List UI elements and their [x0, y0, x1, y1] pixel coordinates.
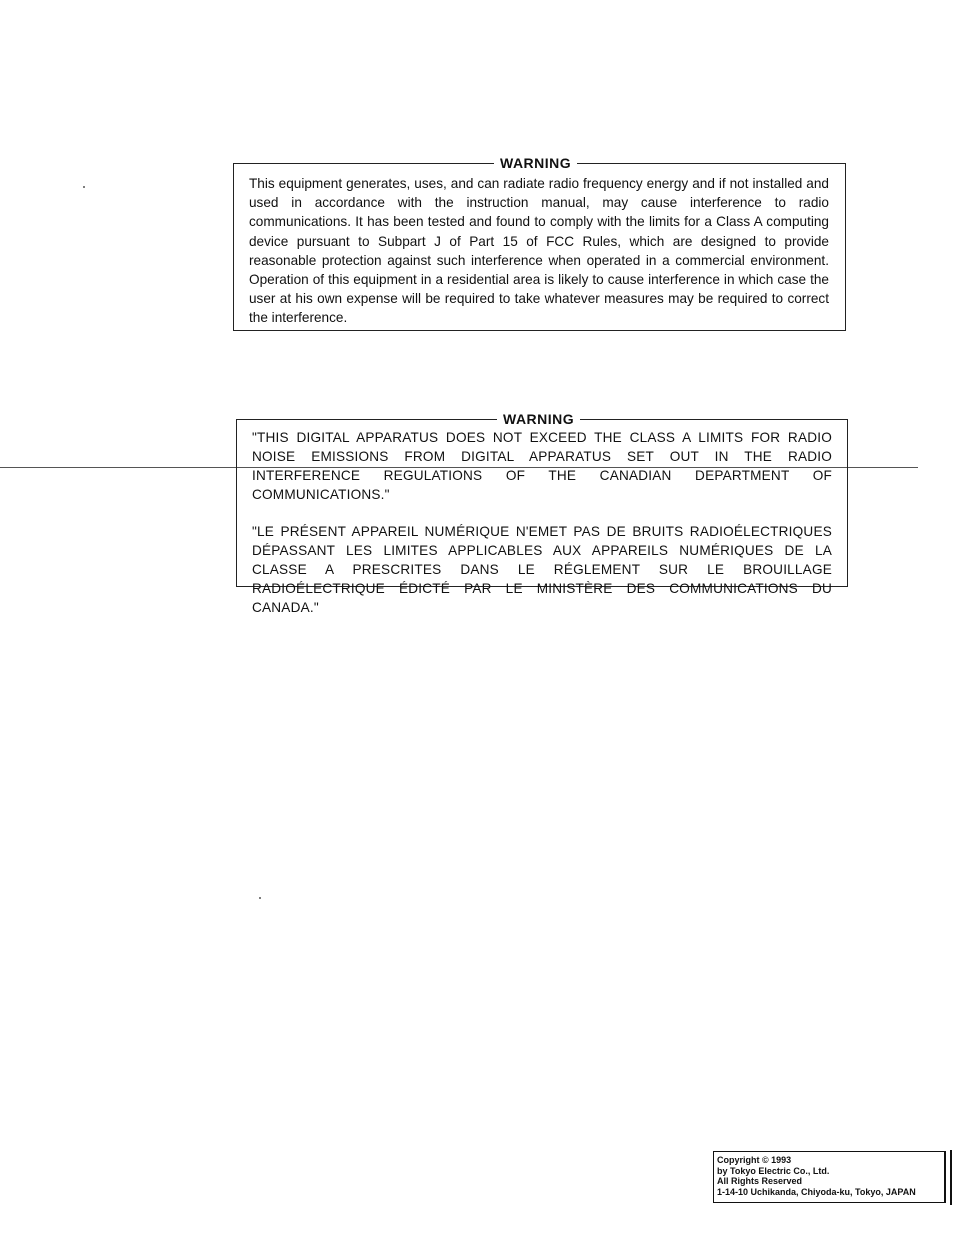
doc-warning-title: WARNING — [497, 410, 580, 428]
copyright-border-edge — [950, 1150, 952, 1205]
doc-warning-english: "THIS DIGITAL APPARATUS DOES NOT EXCEED THE CLASS A LIMITS FOR RADIO NOISE EMISSIONS FROM DIGITAL APPARATUS SET OUT IN THE RADIO INTERFERENCE REGULATIONS OF THE CANADIAN DEPARTMENT OF COMMUNICATIONS." — [252, 430, 832, 502]
copyright-address: 1-14-10 Uchikanda, Chiyoda-ku, Tokyo, JAPAN — [717, 1186, 916, 1197]
scan-artifact-dot — [83, 186, 85, 188]
scan-artifact-dot — [259, 897, 261, 899]
doc-warning-box — [236, 411, 848, 615]
copyright-line: Copyright © 1993 — [717, 1155, 792, 1165]
doc-warning-french: "LE PRÉSENT APPAREIL NUMÉRIQUE N'EMET PAS DE BRUITS RADIOÉLECTRIQUES DÉPASSANT LES LIMITES APPLICABLES AUX APPAREILS NUMÉRIQUES DE LA CLASSE A PRESCRITES DANS LE RÉGLEMENT SUR LE BROUILLAGE RADIOÉLECTRIQUE ÉDICTÉ PAR LE MINISTÈRE DES COMMUNICATIONS DU CANADA." — [252, 524, 832, 615]
fcc-warning-text: This equipment generates, uses, and can radiate radio frequency energy and if not installed and used in accordance with the instruction manual, may cause interference to radio communications. It has been tested and found to comply with the limits for a Class A computing device pursuant to Subpart J of Part 15 of FCC Rules, which are designed to provide reasonable protection against such interference when operated in a commercial environment. Operation of this equipment in a residential area is likely to cause interference in which case the user at his own expense will be required to take whatever measures may be required to correct the interference. — [249, 176, 829, 326]
copyright-owner: by Tokyo Electric Co., Ltd. — [717, 1165, 830, 1176]
fcc-warning-box — [233, 155, 846, 331]
copyright-rights: All Rights Reserved — [717, 1176, 803, 1187]
copyright-notice — [713, 1151, 946, 1203]
fcc-warning-title: WARNING — [494, 154, 577, 172]
